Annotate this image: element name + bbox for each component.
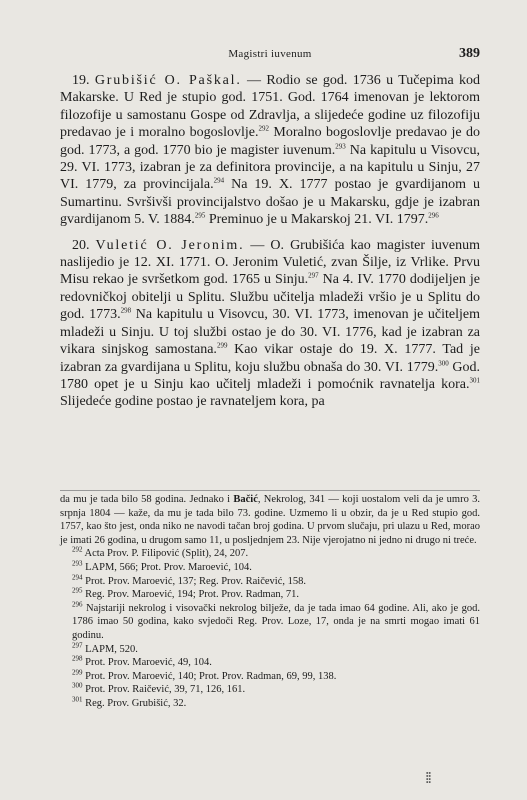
footnote-ref: 292 — [258, 124, 269, 133]
main-text — [60, 72, 480, 411]
entry-name: Grubišić O. Paškal. — [94, 73, 242, 88]
page-header — [60, 48, 480, 64]
footnote-ref: 298 — [120, 306, 132, 315]
footnote-301: $^{301}$ Reg. Prov. Grubišić, 32. — [72, 695, 187, 709]
page-number: 389 — [459, 46, 480, 61]
footnote-300: $^{300}$ Prot. Prov. Raičević, 39, 71, 126, 161. — [72, 681, 246, 696]
footnote-299: $^{299}$ Prot. Prov. Maroević, 140; Prot. Prov. Radman, 69, 99, 138. — [72, 668, 337, 682]
footnote-293: $^{293}$ LAPM, 566; Prot. Prov. Maroević, 104. — [72, 559, 252, 573]
paragraph-19: 19. Grubišić O. Paškal. — Rodio se god. 1736 u Tučepima kod Makarske. U Red je stupio god. 1751. God. 1764 imenovan je lektorom filozofije u samostanu Gospe od Zdravlja, a slijedeće godine uz filozofiju predavao je i moralno bogoslovlje.$^{292}$ Moralno bogoslovlje predavao je do god. 1773, a god. 1770 bio je magister iuvenum.$^{293}$ Na kapitulu u Visovcu, 29. VI. 1773, izabran je za definitora provincije, a na kapitulu u Sinju, 27 VI. 1779, za provincijala.$^{294}$ Na 19. X. 1777 postao je gvardijanom u Sumartinu. Svršivši provincijalstvo došao je u Makarsku, gdje je izabran gvardijanom 5. V. 1884.$^{295}$ Preminuo je u Makarskoj 21. VI. 1797.$^{296}$ — [60, 73, 481, 228]
footnote-295: $^{295}$ Reg. Prov. Maroević, 194; Prot. Prov. Radman, 71. — [72, 586, 299, 601]
footnote-296: $^{296}$ Najstariji nekrolog i visovački nekrolog bilježe, da je tada imao 64 godine. Ali, ako je god. 1786 imao 50 godina, kako svjedoči Reg. Prov. Loze, 17, onda je na smrti mogao imati 61 godinu. — [72, 600, 480, 641]
paragraph-20: 20. Vuletić O. Jeronim. — O. Grubišića kao magister iuvenum naslijedio je 12. XI. 1771. O. Jeronim Vuletić, zvan Šilje, iz Vrlike. Prvu Misu rekao je svršetkom god. 1765 u Sinju.$^{297}$ Na 4. IV. 1770 dodijeljen je redovničkoj obitelji u Splitu. Službu učitelja mladeži vršio je u Splitu do god. 1773.$^{298}$ Na kapitulu u Visovcu, 30. VI. 1773, imenovan je učiteljem mladeži u Sinju. U toj službi ostao je do 30. VI. 1776, kad je izabran za vikara sinjskog samostana.$^{299}$ Kao vikar ostaje do 19. X. 1777. Tad je izabran za gvardijana u Splitu, koju službu obnaša do 30. VI. 1779.$^{300}$ God. 1780 opet je u Sinju kao učitelj mladeži i pomoćnik ravnatelja kora.$^{301}$ Slijedeće godine postao je ravnateljem kora, pa — [60, 237, 481, 410]
footnote-292: $^{292}$ Acta Prov. P. Filipović (Split), 24, 207. — [72, 545, 249, 560]
footnote-294: $^{294}$ Prot. Prov. Maroević, 137; Reg. Prov. Raičević, 158. — [72, 573, 306, 587]
footnote-continuation: da mu je tada bilo 58 godina. Jednako i Bačić, Nekrolog, 341 — koji uostalom veli da je umro 3. srpnja 1804 — kaže, da mu je tada bilo 73. godine. Uzmemo li u obzir, da je u Red stupio god. 1757, kao što jest, onda niko ne navodi tačan broj godina. U prvom slučaju, pri ulazu u Red, morao je imati 26 godina, u drugom samo 11, u posljednjem 23. Nije vjerojatno ni jedno ni drugo ni treće. — [60, 494, 480, 546]
printer-mark-icon: ⁞⁞ — [425, 770, 430, 787]
footnotes — [60, 490, 480, 711]
footnote-ref: 301 — [469, 376, 480, 385]
footnote-ref: 297 — [308, 271, 319, 280]
footnote-297: $^{297}$ LAPM, 520. — [72, 641, 138, 655]
entry-name: Vuletić O. Jeronim. — [95, 237, 245, 253]
footnote-ref: 294 — [213, 176, 225, 185]
footnote-298: $^{298}$ Prot. Prov. Maroević, 49, 104. — [72, 654, 212, 669]
footnote-ref: 293 — [335, 141, 346, 150]
footnote-ref: 300 — [438, 358, 449, 367]
footnote-ref: 295 — [194, 211, 206, 220]
footnote-ref: 299 — [216, 341, 228, 350]
footnote-ref: 296 — [428, 211, 439, 220]
running-title: Magistri iuvenum — [228, 48, 312, 60]
